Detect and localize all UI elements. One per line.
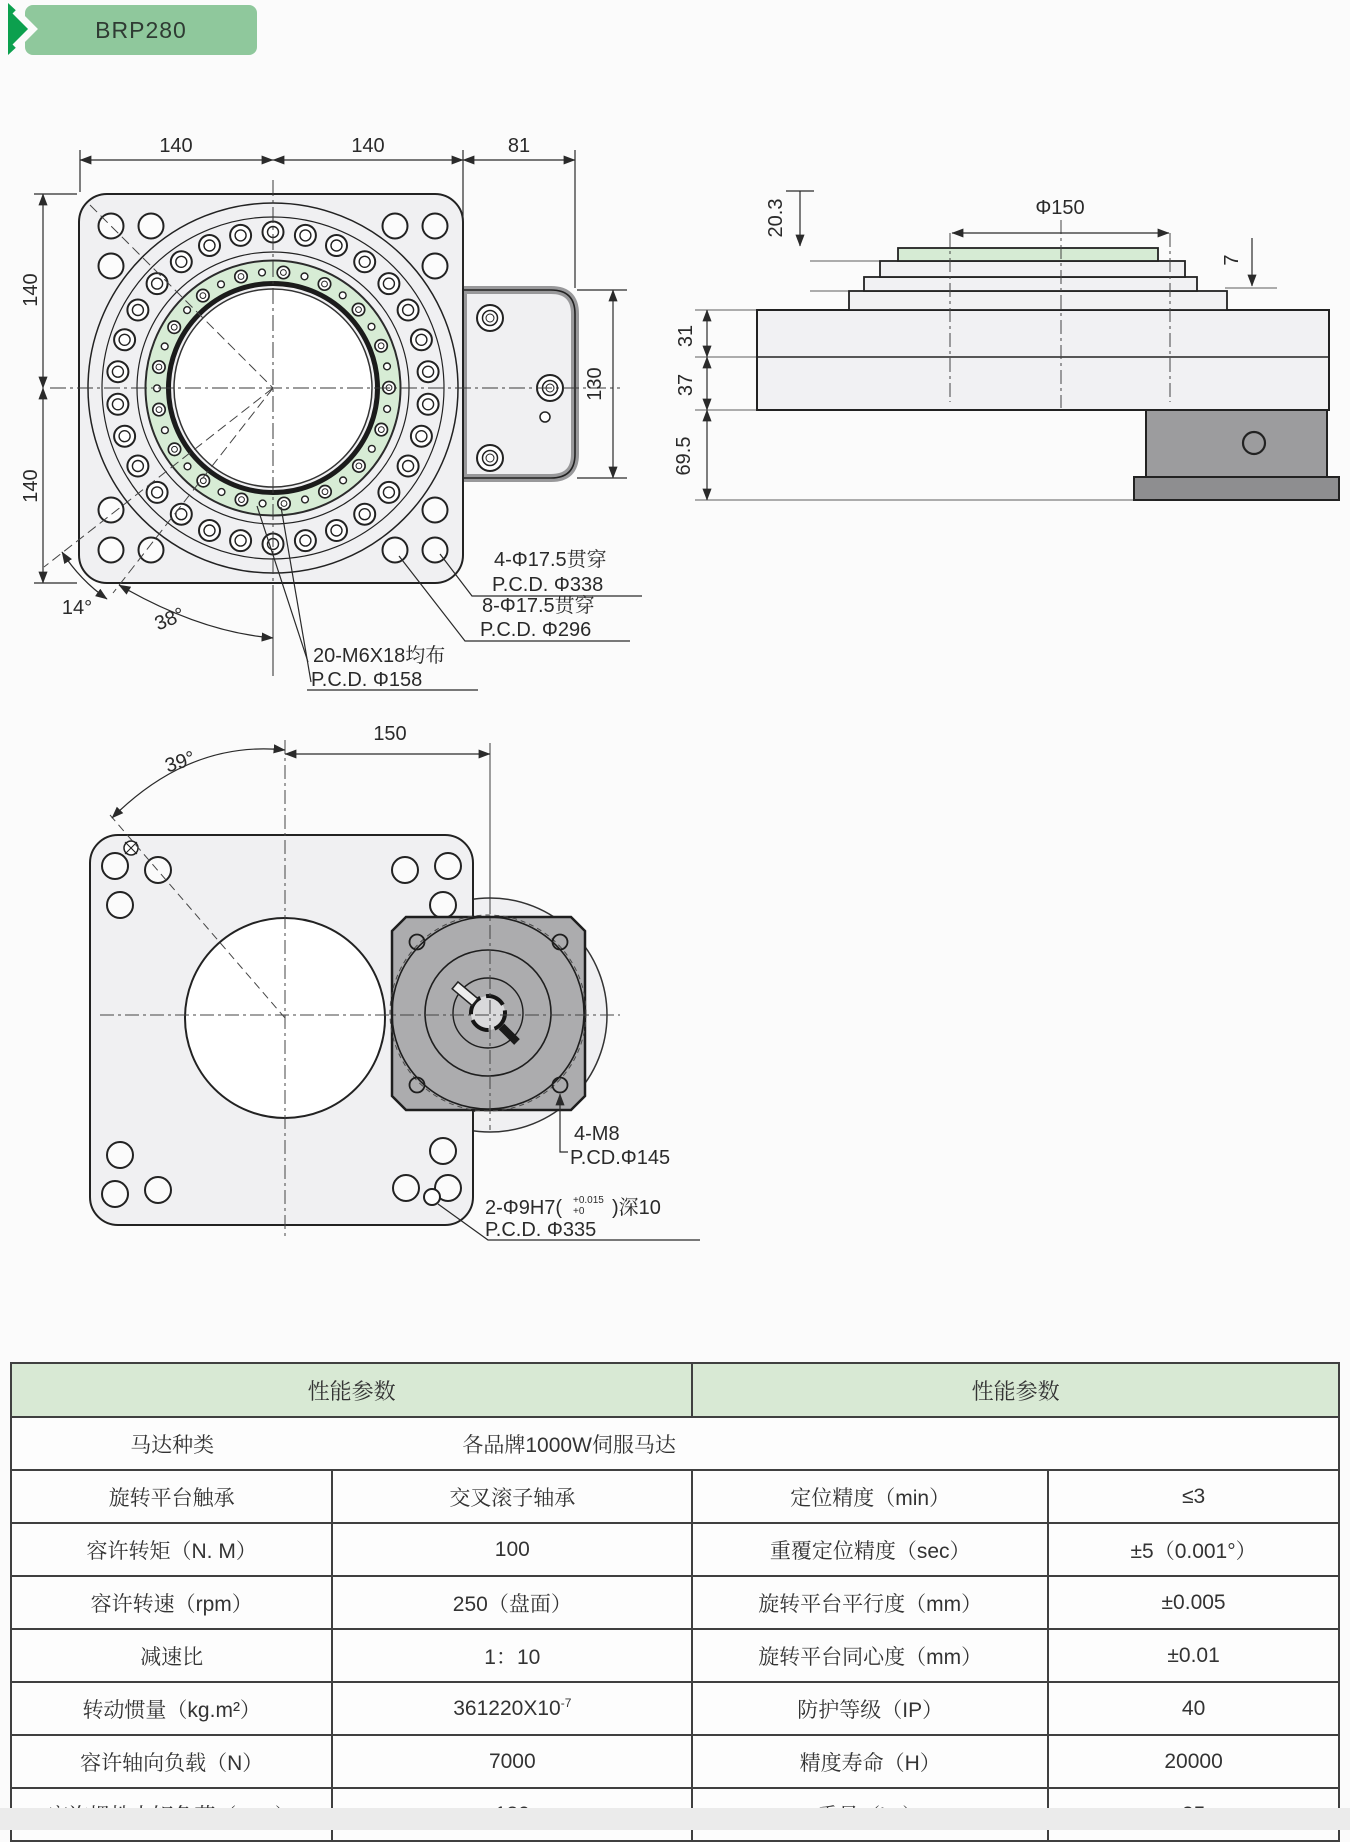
- dim-angle-39: 39°: [162, 747, 198, 778]
- dim-angle-14: 14°: [61, 597, 93, 619]
- row-value-left: 1：10: [332, 1629, 692, 1682]
- bottom-view: [60, 600, 720, 1260]
- table-row: [11, 1576, 1339, 1629]
- table-row: [11, 1470, 1339, 1523]
- motor-type-value: 各品牌1000W伺服马达: [332, 1417, 1339, 1470]
- row-label-left: 转动惯量（kg.m²）: [11, 1682, 332, 1735]
- motor-type-label: 马达种类: [11, 1417, 332, 1470]
- row-value-left: 250（盘面）: [332, 1576, 692, 1629]
- row-value-left: 交叉滚子轴承: [332, 1470, 692, 1523]
- annotation-pcd296-line1: 8-Φ17.5贯穿: [482, 595, 595, 617]
- row-value-right: 40: [1048, 1682, 1339, 1735]
- table-header-row: [11, 1363, 1339, 1417]
- model-badge-label: BRP280: [95, 17, 187, 43]
- row-value-right: ≤3: [1048, 1470, 1339, 1523]
- row-value-right: ±5（0.001°）: [1048, 1523, 1339, 1576]
- annotation-4m8-line1: 4-M8: [574, 1123, 620, 1145]
- table-header-left: 性能参数: [11, 1363, 692, 1417]
- annotation-pcd338-line2: P.C.D. Φ338: [492, 574, 604, 596]
- annotation-pcd158-line2: P.C.D. Φ158: [311, 669, 423, 691]
- page-footer-strip: [0, 1808, 1350, 1830]
- dim-69-5: 69.5: [673, 436, 695, 476]
- table-top-plate: [898, 248, 1158, 261]
- row-label-left: 容许转矩（N. M）: [11, 1523, 332, 1576]
- dim-left-140b: 140: [20, 469, 42, 503]
- table-row: [11, 1735, 1339, 1788]
- annotation-4m8-line2: P.CD.Φ145: [570, 1147, 671, 1169]
- dim-7: 7: [1221, 254, 1243, 266]
- row-value-right: ±0.005: [1048, 1576, 1339, 1629]
- side-view: [650, 130, 1350, 530]
- annotation-pin-post: )深10: [612, 1197, 661, 1219]
- dim-31: 31: [675, 324, 697, 348]
- annotation-pcd338-line1: 4-Φ17.5贯穿: [494, 549, 607, 571]
- annotation-pin-pre: 2-Φ9H7(: [485, 1197, 563, 1219]
- dim-150: 150: [373, 723, 407, 745]
- annotation-pcd158-line1: 20-M6X18均布: [313, 645, 446, 667]
- row-label-left: 容许轴向负载（N）: [11, 1735, 332, 1788]
- dim-left-140a: 140: [20, 273, 42, 307]
- spec-table-body: [11, 1417, 1339, 1841]
- spec-table: [10, 1362, 1340, 1842]
- row-value-left: 7000: [332, 1735, 692, 1788]
- dim-right-130: 130: [584, 367, 606, 401]
- motor-mount: [390, 915, 586, 1111]
- table-row: [11, 1629, 1339, 1682]
- row-value-right: 20000: [1048, 1735, 1339, 1788]
- dim-top-81: 81: [507, 135, 531, 157]
- annotation-pcd296-line2: P.C.D. Φ296: [480, 619, 592, 641]
- spec-table-section: [10, 1362, 1340, 1842]
- row-label-right: 防护等级（IP）: [692, 1682, 1048, 1735]
- arrow-icon: [6, 2, 58, 56]
- row-label-left: 旋转平台触承: [11, 1470, 332, 1523]
- row-label-right: 精度寿命（H）: [692, 1735, 1048, 1788]
- row-label-right: 旋转平台同心度（mm）: [692, 1629, 1048, 1682]
- motor-block: [1134, 410, 1339, 500]
- dim-37: 37: [675, 373, 697, 397]
- table-header-right: 性能参数: [692, 1363, 1339, 1417]
- body-profile: [757, 248, 1329, 410]
- row-value-left: $361220X10^{-7}$: [332, 1682, 692, 1735]
- table-row: [11, 1523, 1339, 1576]
- table-row: [11, 1682, 1339, 1735]
- dim-phi150: Φ150: [1035, 197, 1085, 219]
- row-label-right: 定位精度（min）: [692, 1470, 1048, 1523]
- row-label-right: 旋转平台平行度（mm）: [692, 1576, 1048, 1629]
- row-value-right: ±0.01: [1048, 1629, 1339, 1682]
- row-label-left: 容许转速（rpm）: [11, 1576, 332, 1629]
- row-value-left: 100: [332, 1523, 692, 1576]
- motor-type-row: [11, 1417, 1339, 1470]
- annotation-pin-line2: P.C.D. Φ335: [485, 1219, 597, 1241]
- dim-20-3: 20.3: [765, 198, 787, 238]
- row-label-left: 减速比: [11, 1629, 332, 1682]
- dim-angle-38: 38°: [151, 603, 188, 636]
- annotation-pin-tol-bot: +0: [573, 1206, 585, 1217]
- model-badge: [25, 5, 257, 55]
- annotation-pin-tol-top: +0.015: [573, 1195, 604, 1206]
- dim-top-140b: 140: [351, 135, 385, 157]
- dim-top-140a: 140: [159, 135, 193, 157]
- row-label-right: 重覆定位精度（sec）: [692, 1523, 1048, 1576]
